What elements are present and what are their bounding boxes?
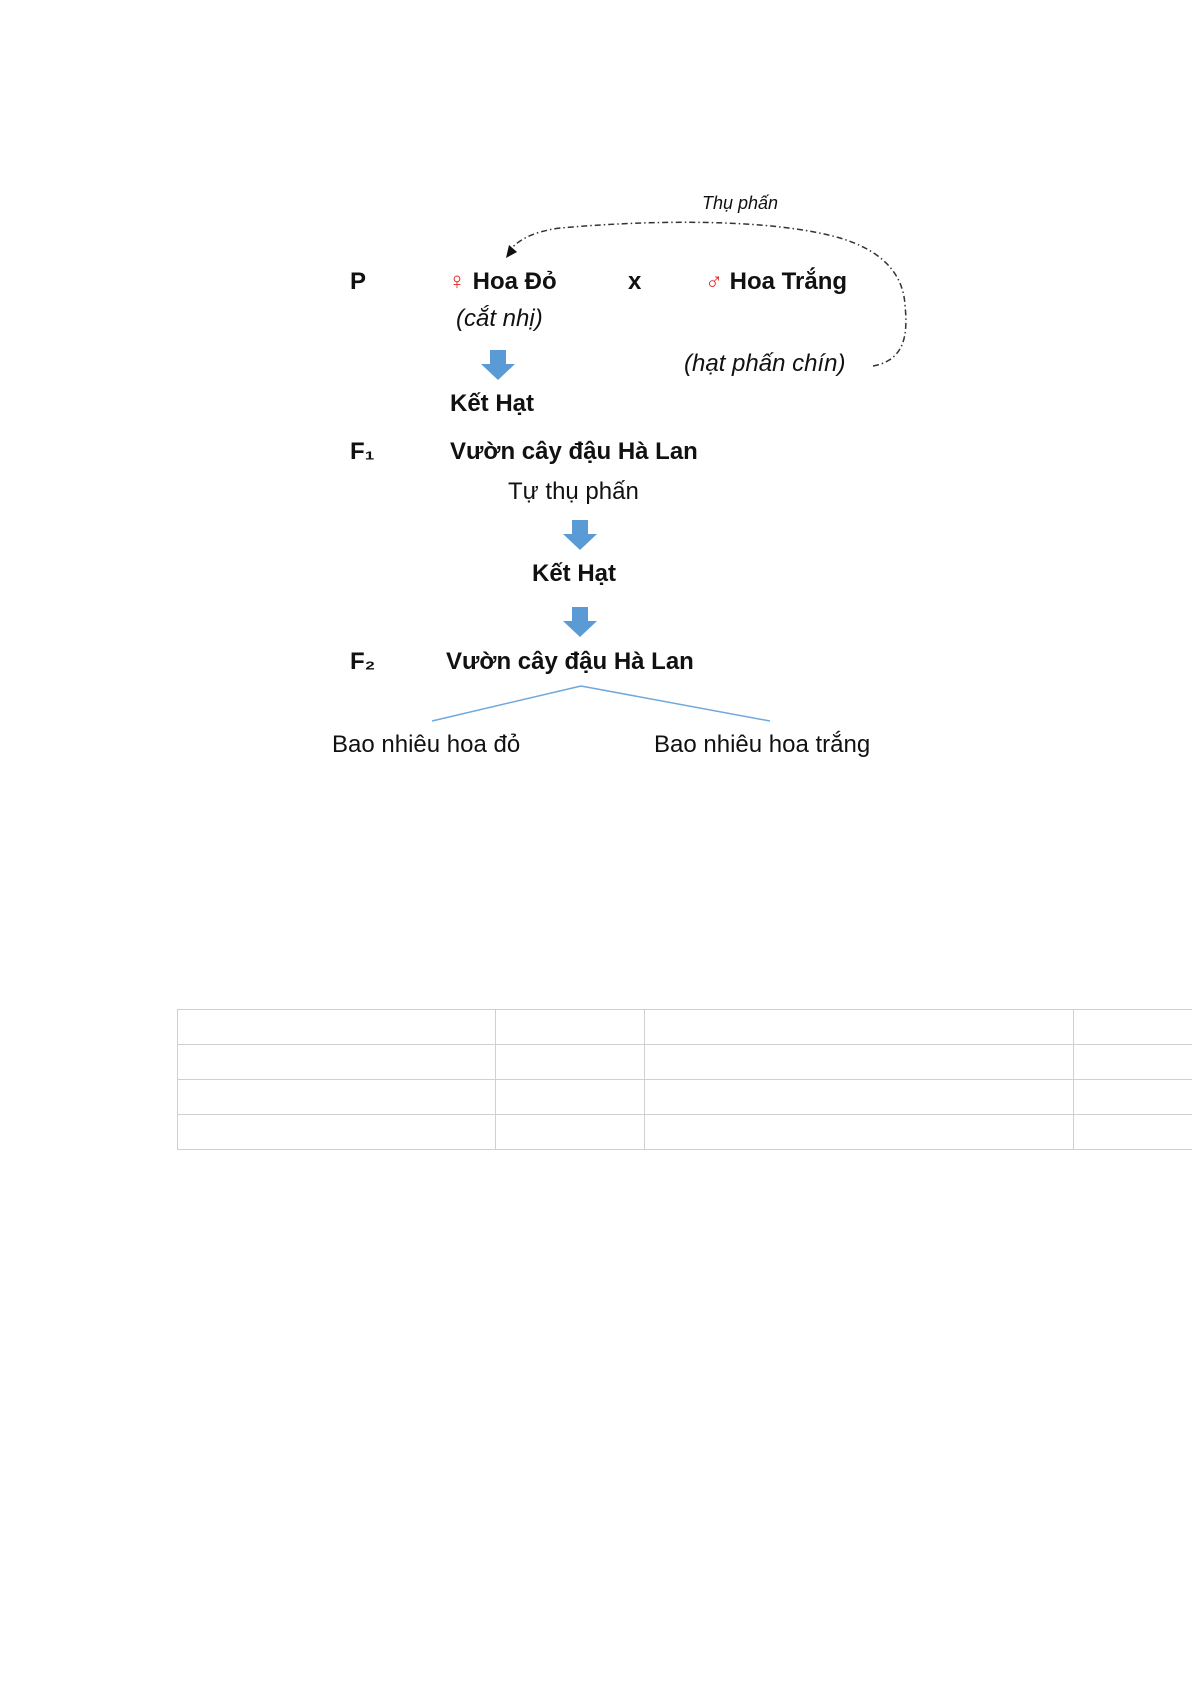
branch-line-left — [432, 686, 581, 721]
empty-table — [177, 1009, 1192, 1150]
male-parent-note: (hạt phấn chín) — [684, 350, 846, 377]
gen-label-f2: F₂ — [350, 648, 376, 675]
table-cell — [495, 1115, 644, 1150]
table-cell — [178, 1080, 496, 1115]
table-row — [178, 1115, 1192, 1150]
branch-label-white: Bao nhiêu hoa trắng — [654, 731, 871, 758]
female-symbol-icon: ♀ — [448, 268, 466, 295]
f2-label: Vườn cây đậu Hà Lan — [446, 648, 694, 675]
female-parent — [448, 268, 557, 296]
branch-line-right — [581, 686, 770, 721]
down-arrow-icon — [563, 607, 597, 637]
diagram-connectors — [0, 0, 1192, 800]
table-cell — [495, 1045, 644, 1080]
table-cell — [495, 1010, 644, 1045]
male-parent — [705, 268, 847, 296]
table-cell — [178, 1010, 496, 1045]
female-parent-note: (cắt nhị) — [456, 305, 543, 332]
female-parent-label: Hoa Đỏ — [472, 268, 557, 295]
table-cell — [178, 1115, 496, 1150]
seed-label-1: Kết Hạt — [450, 390, 535, 417]
table-row — [178, 1045, 1192, 1080]
seed-label-2: Kết Hạt — [532, 560, 617, 587]
self-pollination-note: Tự thụ phấn — [508, 478, 639, 505]
cross-symbol: x — [628, 268, 642, 295]
table-cell — [644, 1010, 1074, 1045]
table-row — [178, 1010, 1192, 1045]
down-arrow-icon — [481, 350, 515, 380]
gen-label-f1: F₁ — [350, 438, 375, 465]
table-cell — [1074, 1045, 1192, 1080]
down-arrow-icon — [563, 520, 597, 550]
gen-label-p: P — [350, 268, 367, 295]
f1-label: Vườn cây đậu Hà Lan — [450, 438, 698, 465]
table-cell — [178, 1045, 496, 1080]
table-cell — [644, 1080, 1074, 1115]
table-cell — [1074, 1115, 1192, 1150]
pollination-label: Thụ phấn — [702, 193, 779, 213]
pollination-arrowhead — [506, 245, 517, 258]
table-cell — [1074, 1010, 1192, 1045]
table-cell — [644, 1115, 1074, 1150]
table-row — [178, 1080, 1192, 1115]
table-cell — [495, 1080, 644, 1115]
table-cell — [644, 1045, 1074, 1080]
male-symbol-icon: ♂ — [705, 268, 723, 295]
table-cell — [1074, 1080, 1192, 1115]
branch-label-red: Bao nhiêu hoa đỏ — [332, 731, 521, 758]
male-parent-label: Hoa Trắng — [729, 268, 848, 295]
